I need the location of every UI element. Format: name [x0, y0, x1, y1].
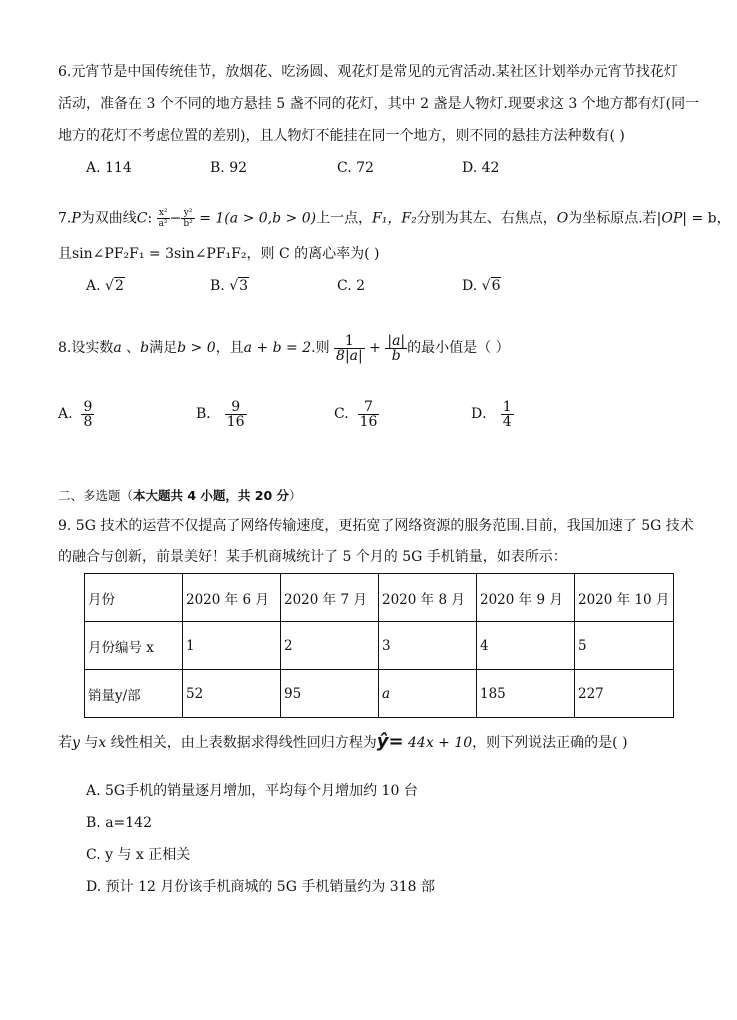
q8-var-a: a — [113, 340, 122, 356]
q8-option-b-label: B． — [196, 406, 221, 422]
q8-text-b: 、 — [121, 340, 141, 356]
q7-minus: − — [169, 210, 182, 227]
table-cell: 2020 年 7 月 — [281, 574, 379, 622]
q8-fraction-2 — [385, 334, 407, 363]
q8-text-f: 的最小值是（ ） — [407, 340, 510, 356]
q8-cond-2: a + b = 2 — [243, 340, 312, 356]
q7-text-d: 为坐标原点.若| — [568, 210, 662, 227]
section-heading-close: ） — [289, 488, 302, 503]
section-heading — [58, 486, 302, 506]
table-cell: 销量y/部 — [85, 670, 183, 718]
q9-option-c: C. y 与 x 正相关 — [86, 847, 191, 863]
section-heading-bold: 本大题共 4 小题，共 20 分 — [133, 488, 290, 503]
q8-var-b: b — [140, 340, 150, 356]
q7-frac-y-num: y² — [181, 208, 194, 219]
table-cell: 2020 年 10 月 — [575, 574, 674, 622]
q6-option-d: D. 42 — [462, 160, 500, 176]
q7-frac-x-den: a² — [158, 219, 168, 229]
table-cell: 2020 年 9 月 — [477, 574, 575, 622]
table-cell: a — [379, 670, 477, 718]
q8-option-b-den: 16 — [226, 413, 245, 430]
q9-equation: 44x + 10 — [403, 735, 473, 751]
q9-option-a: A. 5G手机的销量逐月增加，平均每个月增加约 10 台 — [86, 783, 418, 799]
q7-option-b-sqrt: √3 — [229, 278, 249, 294]
q6-line-1: 6.元宵节是中国传统佳节，放烟花、吃汤圆、观花灯是常见的元宵活动.某社区计划举办元宵节找花灯 — [58, 64, 678, 80]
q7-option-a-sqrt: √2 — [105, 278, 124, 294]
q7-text-e: | = b， — [682, 210, 731, 227]
q7-equation-rest: = 1(a > 0,b > 0) — [199, 210, 317, 227]
q7-frac-x — [157, 208, 170, 229]
table-cell: 1 — [183, 622, 281, 670]
q7-op: OP — [661, 210, 683, 227]
q8-cond-1: b > 0 — [177, 340, 216, 356]
q8-fraction-1 — [334, 334, 365, 363]
table-cell: 5 — [575, 622, 674, 670]
q8-option-b-frac — [225, 400, 247, 429]
q8-option-a — [58, 396, 94, 432]
q7-text-a: 为双曲线 — [80, 210, 137, 227]
q7-option-d-label: D. — [462, 278, 482, 294]
q6-option-b: B. 92 — [210, 160, 248, 176]
q9-x-var: x — [98, 735, 107, 751]
q7-prefix: 7. — [58, 210, 72, 227]
q8-option-d-den: 4 — [502, 413, 512, 430]
q7-curve-c: C — [136, 210, 148, 227]
q9-after-b: 与 — [79, 735, 99, 751]
q7-option-d-sqrt: √6 — [481, 278, 501, 294]
q9-line-2: 的融合与创新，前景美好！某手机商城统计了 5 个月的 5G 手机销量，如表所示： — [58, 549, 567, 565]
q7-frac-y — [181, 208, 194, 229]
q7-option-b-radicand: 3 — [239, 278, 249, 294]
q8-option-a-frac — [81, 400, 94, 429]
q7-option-a-label: A. — [86, 278, 106, 294]
table-cell: 4 — [477, 622, 575, 670]
q8-text-a: 8.设实数 — [58, 340, 114, 356]
q7-option-a — [86, 276, 125, 296]
q8-option-d-label: D． — [471, 406, 497, 422]
q6-option-c: C. 72 — [337, 160, 374, 176]
table-cell: 3 — [379, 622, 477, 670]
q8-option-d — [471, 396, 514, 432]
q9-option-d: D. 预计 12 月份该手机商城的 5G 手机销量约为 318 部 — [86, 879, 435, 895]
q8-option-a-den: 8 — [83, 413, 93, 430]
q7-option-b — [210, 276, 249, 296]
q9-hat-y: ŷ= — [376, 731, 404, 752]
q8-fraction-1-den: 8|a| — [336, 347, 363, 364]
sales-table — [84, 573, 674, 718]
table-cell: 月份编号 x — [85, 622, 183, 670]
q7-option-d — [462, 276, 501, 296]
q9-after-d: ，则下列说法正确的是( ) — [472, 735, 628, 751]
q8-plus: + — [369, 340, 381, 356]
table-cell: 2020 年 6 月 — [183, 574, 281, 622]
table-cell: 月份 — [85, 574, 183, 622]
q7-text-c: 分别为其左、右焦点， — [416, 210, 557, 227]
table-cell: 2 — [281, 622, 379, 670]
q7-line-2: 且sin∠PF₂F₁ = 3sin∠PF₁F₂，则 C 的离心率为( ) — [58, 246, 380, 262]
table-row — [85, 574, 674, 622]
q8-fraction-2-num: |a| — [387, 332, 406, 349]
q8-option-d-num: 1 — [502, 398, 512, 415]
q7-foci: F₁，F₂ — [372, 210, 417, 227]
q9-y-var: y — [72, 735, 80, 751]
q7-option-c: C. 2 — [337, 278, 366, 294]
q8-fraction-2-den: b — [391, 347, 401, 364]
q7-option-b-label: B. — [210, 278, 230, 294]
table-cell: 95 — [281, 670, 379, 718]
q7-colon: : — [147, 210, 153, 227]
q6-line-2: 活动，准备在 3 个不同的地方悬挂 5 盏不同的花灯，其中 2 盏是人物灯.现要求这 3 个地方都有灯(同一 — [58, 96, 700, 112]
q8-fraction-1-num: 1 — [334, 334, 365, 349]
table-cell: 227 — [575, 670, 674, 718]
q9-line-1: 9. 5G 技术的运营不仅提高了网络传输速度，更拓宽了网络资源的服务范围.目前，我国加速了 5G 技术 — [58, 518, 694, 534]
q8-option-b-num: 9 — [225, 400, 247, 415]
q8-option-b — [196, 396, 247, 432]
q8-text-e: .则 — [311, 340, 330, 356]
table-cell: 52 — [183, 670, 281, 718]
q8-option-d-frac — [501, 400, 514, 429]
q8-option-a-label: A. — [58, 406, 73, 422]
q7-line-1 — [58, 208, 731, 229]
q6-line-3: 地方的花灯不考虑位置的差别)，且人物灯不能挂在同一个地方，则不同的悬挂方法种数有( ) — [58, 128, 625, 144]
table-cell: 185 — [477, 670, 575, 718]
q9-regression-line — [58, 732, 628, 753]
q8-option-c-frac — [358, 400, 380, 429]
q9-after-c: 线性相关，由上表数据求得线性回归方程为 — [106, 735, 377, 751]
q8-option-c — [334, 396, 379, 432]
q7-origin-o: O — [556, 210, 569, 227]
q8-option-c-den: 16 — [359, 413, 378, 430]
q8-option-a-num: 9 — [83, 398, 93, 415]
q7-frac-x-num: x² — [157, 208, 170, 219]
q8-text-d: ，且 — [215, 340, 244, 356]
table-cell: 2020 年 8 月 — [379, 574, 477, 622]
q7-frac-y-den: b² — [183, 219, 193, 229]
q6-option-a: A. 114 — [86, 160, 132, 176]
q9-after-a: 若 — [58, 735, 72, 751]
section-heading-plain: 二、多选题（ — [58, 488, 134, 503]
q7-option-d-radicand: 6 — [491, 278, 501, 294]
q7-text-b: 上一点， — [316, 210, 373, 227]
q7-option-a-radicand: 2 — [114, 278, 124, 294]
table-row — [85, 622, 674, 670]
q8-line-1 — [58, 328, 510, 368]
q8-text-c: 满足 — [149, 340, 178, 356]
q8-option-c-num: 7 — [358, 400, 380, 415]
q9-option-b: B. a=142 — [86, 815, 152, 831]
q8-option-c-label: C. — [334, 406, 349, 422]
table-row — [85, 670, 674, 718]
q7-point-p: P — [71, 210, 81, 227]
